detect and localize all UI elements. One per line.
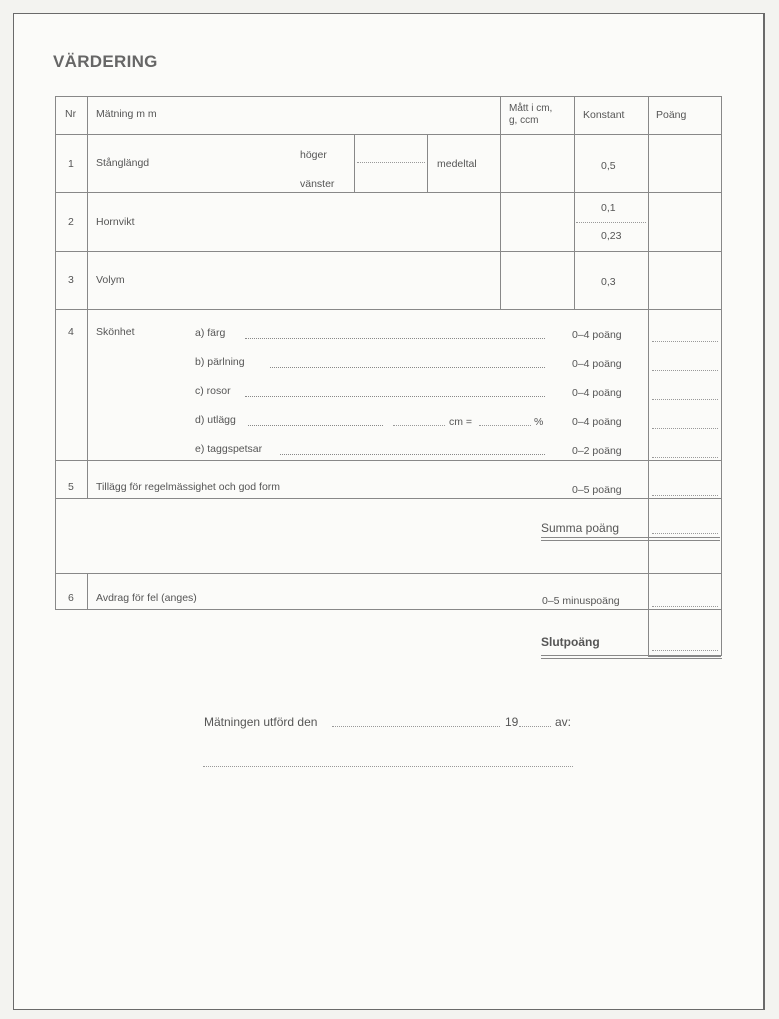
row4c-label: c) rosor bbox=[195, 385, 231, 397]
table-right-border bbox=[721, 96, 722, 656]
row4c-leader-dots bbox=[245, 396, 545, 397]
nr-col-border-lower bbox=[87, 573, 88, 609]
row4d-cm-input-line[interactable] bbox=[393, 425, 445, 426]
nr-col-border bbox=[87, 96, 88, 499]
row1-value-right-border bbox=[427, 134, 428, 192]
row4a-points: 0–4 poäng bbox=[572, 329, 622, 341]
row4e-score-line[interactable] bbox=[652, 457, 718, 458]
row4d-leader-dots bbox=[248, 425, 383, 426]
header-nr: Nr bbox=[65, 108, 77, 120]
row1-vanster: vänster bbox=[300, 178, 335, 190]
row4d-pct-input-line[interactable] bbox=[479, 425, 531, 426]
summa-poang-label: Summa poäng bbox=[541, 521, 620, 535]
slutpoang-score-line[interactable] bbox=[652, 650, 718, 651]
summa-bottom-border bbox=[55, 573, 722, 574]
row4e-points: 0–2 poäng bbox=[572, 445, 622, 457]
slutpoang-label: Slutpoäng bbox=[541, 635, 600, 649]
row4a-label: a) färg bbox=[195, 327, 226, 339]
row4c-score-line[interactable] bbox=[652, 399, 718, 400]
footer-signature-line[interactable] bbox=[203, 766, 573, 767]
header-matning: Mätning m m bbox=[96, 108, 157, 120]
footer-by-label: av: bbox=[555, 715, 572, 729]
header-matt-line1: Mått i cm, bbox=[509, 103, 553, 114]
row1-hoger: höger bbox=[300, 149, 327, 161]
slutpoang-double-underline bbox=[541, 655, 722, 659]
row1-value-left-border bbox=[354, 134, 355, 192]
row2-konstant-divider bbox=[576, 222, 646, 223]
summa-double-underline bbox=[541, 537, 720, 541]
row5-bottom-border bbox=[55, 498, 722, 499]
row2-bottom-border bbox=[55, 251, 722, 252]
row4d-cm-label: cm = bbox=[449, 416, 473, 428]
row4-nr: 4 bbox=[68, 326, 74, 338]
row3-nr: 3 bbox=[68, 274, 74, 286]
row5-nr: 5 bbox=[68, 481, 74, 493]
footer-year-label: 19 bbox=[505, 715, 519, 729]
row4b-leader-dots bbox=[270, 367, 545, 368]
row2-nr: 2 bbox=[68, 216, 74, 228]
row3-label: Volym bbox=[96, 274, 125, 286]
footer-year-line[interactable] bbox=[519, 726, 551, 727]
row1-medeltal: medeltal bbox=[437, 158, 477, 170]
row1-nr: 1 bbox=[68, 158, 74, 170]
row4c-points: 0–4 poäng bbox=[572, 387, 622, 399]
row4b-points: 0–4 poäng bbox=[572, 358, 622, 370]
row4d-pct-label: % bbox=[534, 416, 544, 428]
row4a-score-line[interactable] bbox=[652, 341, 718, 342]
row5-label: Tillägg för regelmässighet och god form bbox=[96, 481, 281, 493]
row4d-label: d) utlägg bbox=[195, 414, 236, 426]
row5-points: 0–5 poäng bbox=[572, 484, 622, 496]
row4e-leader-dots bbox=[280, 454, 545, 455]
row4-label: Skönhet bbox=[96, 326, 135, 338]
row1-bottom-border bbox=[55, 192, 722, 193]
footer-performed-label: Mätningen utförd den bbox=[204, 715, 318, 729]
header-konstant: Konstant bbox=[583, 109, 625, 121]
summa-score-line[interactable] bbox=[652, 533, 718, 534]
row1-konstant: 0,5 bbox=[601, 160, 616, 172]
row3-konstant: 0,3 bbox=[601, 276, 616, 288]
row4d-points: 0–4 poäng bbox=[572, 416, 622, 428]
table-top-border bbox=[55, 96, 722, 97]
row6-label: Avdrag för fel (anges) bbox=[96, 592, 197, 604]
row4-bottom-border bbox=[55, 460, 722, 461]
table-left-border bbox=[55, 96, 56, 609]
footer-date-line[interactable] bbox=[332, 726, 500, 727]
row1-value-dotted-line bbox=[357, 162, 425, 163]
row6-points: 0–5 minuspoäng bbox=[542, 595, 620, 607]
header-poang: Poäng bbox=[656, 109, 687, 121]
row4a-leader-dots bbox=[245, 338, 545, 339]
row4b-score-line[interactable] bbox=[652, 370, 718, 371]
row4e-label: e) taggspetsar bbox=[195, 443, 263, 455]
row2-label: Hornvikt bbox=[96, 216, 135, 228]
row4b-label: b) pärlning bbox=[195, 356, 245, 368]
row6-bottom-border bbox=[55, 609, 722, 610]
form-title: VÄRDERING bbox=[53, 52, 158, 71]
konstant-col-border bbox=[574, 96, 575, 309]
header-matt-line2: g, ccm bbox=[509, 115, 539, 126]
row6-nr: 6 bbox=[68, 592, 74, 604]
row4d-score-line[interactable] bbox=[652, 428, 718, 429]
row3-bottom-border bbox=[55, 309, 722, 310]
row2-konstant-a: 0,1 bbox=[601, 202, 616, 214]
header-bottom-border bbox=[55, 134, 722, 135]
row5-score-line[interactable] bbox=[652, 495, 718, 496]
poang-col-border bbox=[648, 96, 649, 656]
matt-col-border bbox=[500, 96, 501, 309]
row1-label: Stånglängd bbox=[96, 157, 150, 169]
row6-score-line[interactable] bbox=[652, 606, 718, 607]
row2-konstant-b: 0,23 bbox=[601, 230, 622, 242]
